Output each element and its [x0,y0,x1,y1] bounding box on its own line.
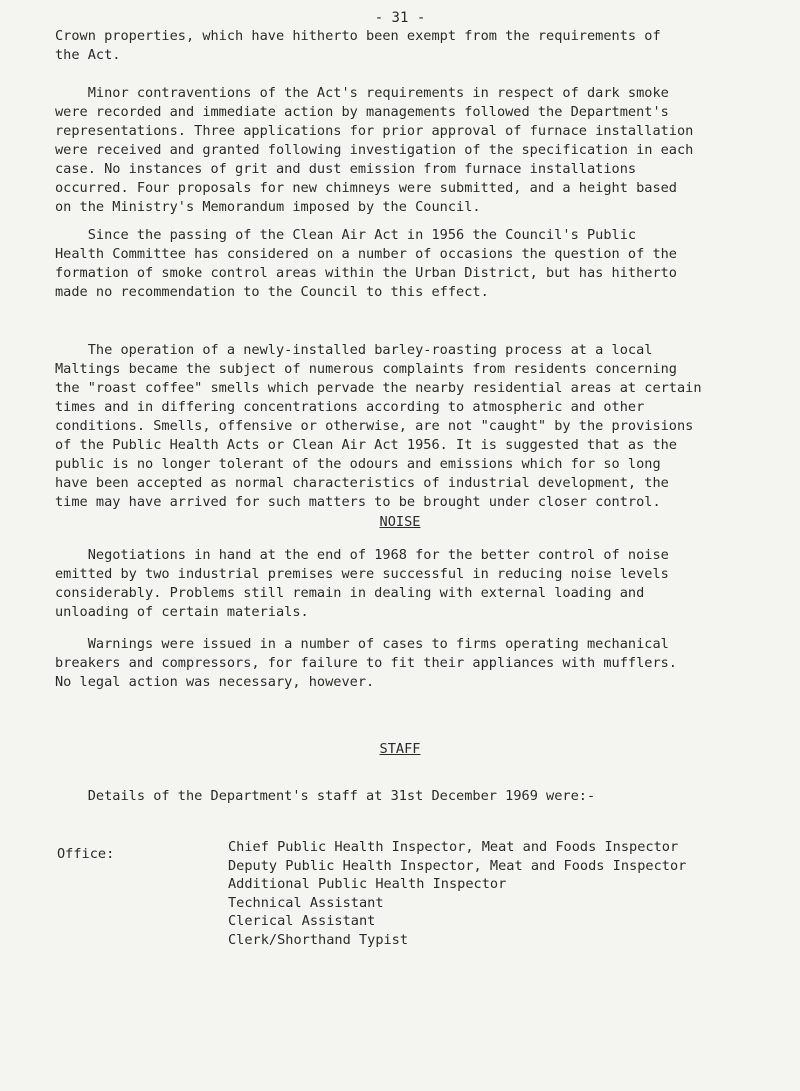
paragraph-dark-smoke: Minor contraventions of the Act's requirements in respect of dark smoke were recorded and immediate action by managements followed the Department's representations. Three applications for prior approval of furnace installation were received and granted following investigation of the specification in each case. No instances of grit and dust emission from furnace installations occurred. Four proposals for new chimneys were submitted, and a height based on the Ministry's Memorandum imposed by the Council. [55,85,694,215]
paragraph-noise-negotiations: Negotiations in hand at the end of 1968 for the better control of noise emitted by two industrial premises were successful in reducing noise levels considerably. Problems still remain in dealing with external loading and unloading of certain materials. [55,547,669,620]
staff-list [228,838,686,949]
paragraph-noise-warnings: Warnings were issued in a number of cases to firms operating mechanical breakers and compressors, for failure to fit their appliances with mufflers. No legal action was necessary, however. [55,636,677,690]
office-label: Office: [57,846,115,862]
staff-list-item: Additional Public Health Inspector [228,876,507,892]
paragraph-staff-intro: Details of the Department's staff at 31st December 1969 were:- [55,788,596,804]
paragraph-maltings-smells: The operation of a newly-installed barley-roasting process at a local Maltings became the subject of numerous complaints from residents concerning the "roast coffee" smells which pervade the nearby residential areas at certain times and in differing concentrations according to atmospheric and other conditions. Smells, offensive or otherwise, are not "caught" by the provisions of the Public Health Acts or Clean Air Act 1956. It is suggested that as the public is no longer tolerant of the odours and emissions which for so long have been accepted as normal characteristics of industrial development, the time may have arrived for such matters to be brought under closer control. [55,342,702,510]
staff-heading: STAFF [379,741,421,757]
staff-list-item: Clerical Assistant [228,913,376,929]
paragraph-crown-properties: Crown properties, which have hitherto been exempt from the requirements of the Act. [55,28,661,63]
staff-list-item: Deputy Public Health Inspector, Meat and Foods Inspector [228,857,687,874]
noise-heading: NOISE [379,514,421,530]
page-number: - 31 - [374,10,426,26]
paragraph-clean-air-act: Since the passing of the Clean Air Act in 1956 the Council's Public Health Committee has considered on a number of occasions the question of the formation of smoke control areas within the Urban District, but has hitherto made no recommendation to the Council to this effect. [55,227,677,300]
staff-list-item: Clerk/Shorthand Typist [228,931,409,948]
staff-list-item: Technical Assistant [228,894,384,911]
staff-list-item: Chief Public Health Inspector, Meat and Foods Inspector [228,839,679,855]
